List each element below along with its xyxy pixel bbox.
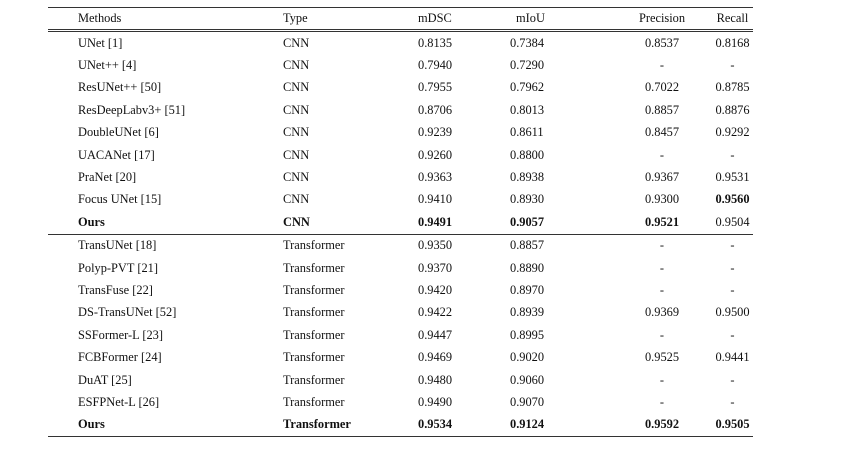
cell-recall: - <box>730 147 735 162</box>
cell-precision: - <box>612 234 712 257</box>
cell-precision: 0.9525 <box>644 350 680 365</box>
results-table-container <box>48 7 753 437</box>
cell-recall: 0.9505 <box>712 414 753 437</box>
cell-method: SSFormer-L [23] <box>78 327 163 342</box>
cell-miou: 0.8013 <box>510 102 545 117</box>
header-recall: Recall <box>712 8 753 31</box>
cell-type: Transformer <box>283 234 414 257</box>
cell-miou: 0.9124 <box>510 414 612 437</box>
cell-type: CNN <box>283 31 414 55</box>
cell-type: Transformer <box>283 350 345 365</box>
cell-recall: 0.9504 <box>715 214 750 229</box>
cell-method: TransUNet [18] <box>48 234 283 257</box>
cell-method: DS-TransUNet [52] <box>78 305 177 320</box>
cell-method: DoubleUNet [6] <box>78 125 159 140</box>
cell-method: Focus UNet [15] <box>78 192 162 207</box>
cell-mdsc: 0.9422 <box>418 305 453 320</box>
cell-mdsc: 0.9239 <box>418 125 453 140</box>
table-row <box>48 279 753 301</box>
header-row <box>48 8 753 31</box>
table-row <box>48 166 753 188</box>
cell-type: CNN <box>283 214 310 229</box>
cell-miou: 0.7290 <box>510 58 545 73</box>
cell-recall: 0.9531 <box>715 170 750 185</box>
cell-method: UACANet [17] <box>78 147 155 162</box>
cell-method: Ours <box>48 414 283 437</box>
cell-miou: 0.7384 <box>510 31 612 55</box>
cell-method: FCBFormer [24] <box>78 350 162 365</box>
table-body <box>48 31 753 437</box>
cell-miou: 0.8890 <box>510 260 545 275</box>
cell-recall: 0.8876 <box>715 102 750 117</box>
cell-precision: 0.9592 <box>612 414 712 437</box>
cell-miou: 0.8611 <box>510 125 544 140</box>
cell-type: Transformer <box>283 282 345 297</box>
header-methods: Methods <box>48 8 283 31</box>
cell-miou: 0.7962 <box>510 80 545 95</box>
cell-recall: 0.9292 <box>715 125 750 140</box>
cell-type: CNN <box>283 147 310 162</box>
table-row <box>48 54 753 76</box>
cell-precision: - <box>659 147 665 162</box>
cell-type: CNN <box>283 80 310 95</box>
header-mdsc: mDSC <box>414 8 510 31</box>
cell-method: ResUNet++ [50] <box>78 80 162 95</box>
cell-mdsc: 0.8135 <box>414 31 510 55</box>
cell-method: TransFuse [22] <box>78 282 153 297</box>
cell-miou: 0.9060 <box>510 372 545 387</box>
table-row <box>48 234 753 257</box>
cell-recall: - <box>730 372 735 387</box>
cell-precision: 0.8537 <box>612 31 712 55</box>
cell-precision: 0.8857 <box>644 102 680 117</box>
cell-type: CNN <box>283 170 310 185</box>
cell-recall: 0.9560 <box>715 192 750 207</box>
table-row <box>48 369 753 391</box>
cell-type: Transformer <box>283 305 345 320</box>
cell-method: ResDeepLabv3+ [51] <box>78 102 186 117</box>
cell-miou: 0.9057 <box>510 214 545 229</box>
cell-method: PraNet [20] <box>78 170 137 185</box>
cell-miou: 0.8939 <box>510 305 545 320</box>
cell-mdsc: 0.8706 <box>418 102 453 117</box>
cell-mdsc: 0.9420 <box>418 282 453 297</box>
cell-miou: 0.8970 <box>510 282 545 297</box>
cell-type: Transformer <box>283 394 345 409</box>
cell-precision: - <box>659 372 665 387</box>
cell-type: Transformer <box>283 260 345 275</box>
table-row <box>48 414 753 437</box>
cell-mdsc: 0.7940 <box>418 58 453 73</box>
results-table <box>48 7 753 437</box>
cell-precision: - <box>659 282 665 297</box>
cell-mdsc: 0.9350 <box>414 234 510 257</box>
table-row <box>48 144 753 166</box>
cell-miou: 0.8995 <box>510 327 545 342</box>
cell-precision: 0.9521 <box>644 214 680 229</box>
table-row <box>48 189 753 211</box>
cell-precision: - <box>659 394 665 409</box>
header-precision: Precision <box>612 8 712 31</box>
cell-miou: 0.8857 <box>510 234 612 257</box>
cell-mdsc: 0.9480 <box>418 372 453 387</box>
cell-precision: - <box>659 58 665 73</box>
cell-precision: - <box>659 327 665 342</box>
cell-mdsc: 0.9370 <box>418 260 453 275</box>
table-row <box>48 211 753 234</box>
cell-precision: 0.9300 <box>644 192 680 207</box>
header-type: Type <box>283 8 414 31</box>
cell-recall: - <box>730 394 735 409</box>
cell-mdsc: 0.9260 <box>418 147 453 162</box>
cell-precision: 0.9369 <box>644 305 680 320</box>
cell-mdsc: 0.9491 <box>418 214 453 229</box>
cell-method: ESFPNet-L [26] <box>78 394 160 409</box>
cell-recall: - <box>712 234 753 257</box>
cell-recall: - <box>730 58 735 73</box>
cell-recall: - <box>730 260 735 275</box>
cell-method: Ours <box>78 214 105 229</box>
table-row <box>48 257 753 279</box>
cell-recall: 0.8168 <box>712 31 753 55</box>
cell-type: Transformer <box>283 327 345 342</box>
table-row <box>48 31 753 55</box>
cell-type: Transformer <box>283 372 345 387</box>
cell-precision: 0.8457 <box>644 125 680 140</box>
cell-method: UNet [1] <box>48 31 283 55</box>
cell-miou: 0.8800 <box>510 147 545 162</box>
cell-miou: 0.8938 <box>510 170 545 185</box>
header-miou: mIoU <box>510 8 612 31</box>
table-header <box>48 8 753 31</box>
cell-type: CNN <box>283 102 310 117</box>
cell-method: DuAT [25] <box>78 372 132 387</box>
cell-mdsc: 0.9363 <box>418 170 453 185</box>
cell-mdsc: 0.9469 <box>418 350 453 365</box>
cell-precision: - <box>659 260 665 275</box>
table-row <box>48 302 753 324</box>
cell-type: CNN <box>283 125 310 140</box>
cell-miou: 0.9070 <box>510 394 545 409</box>
cell-mdsc: 0.7955 <box>418 80 453 95</box>
cell-miou: 0.8930 <box>510 192 545 207</box>
table-row <box>48 391 753 413</box>
cell-method: UNet++ [4] <box>78 58 137 73</box>
table-row <box>48 346 753 368</box>
cell-mdsc: 0.9490 <box>418 394 453 409</box>
table-row <box>48 99 753 121</box>
cell-recall: 0.9500 <box>715 305 750 320</box>
table-row <box>48 122 753 144</box>
cell-mdsc: 0.9534 <box>414 414 510 437</box>
cell-recall: 0.9441 <box>715 350 750 365</box>
cell-recall: - <box>730 282 735 297</box>
cell-mdsc: 0.9410 <box>418 192 453 207</box>
cell-precision: 0.9367 <box>644 170 680 185</box>
cell-type: CNN <box>283 58 310 73</box>
cell-precision: 0.7022 <box>644 80 680 95</box>
cell-recall: 0.8785 <box>715 80 750 95</box>
cell-mdsc: 0.9447 <box>418 327 453 342</box>
cell-type: Transformer <box>283 414 414 437</box>
cell-method: Polyp-PVT [21] <box>78 260 158 275</box>
table-row <box>48 77 753 99</box>
cell-miou: 0.9020 <box>510 350 545 365</box>
table-row <box>48 324 753 346</box>
cell-type: CNN <box>283 192 310 207</box>
cell-recall: - <box>730 327 735 342</box>
